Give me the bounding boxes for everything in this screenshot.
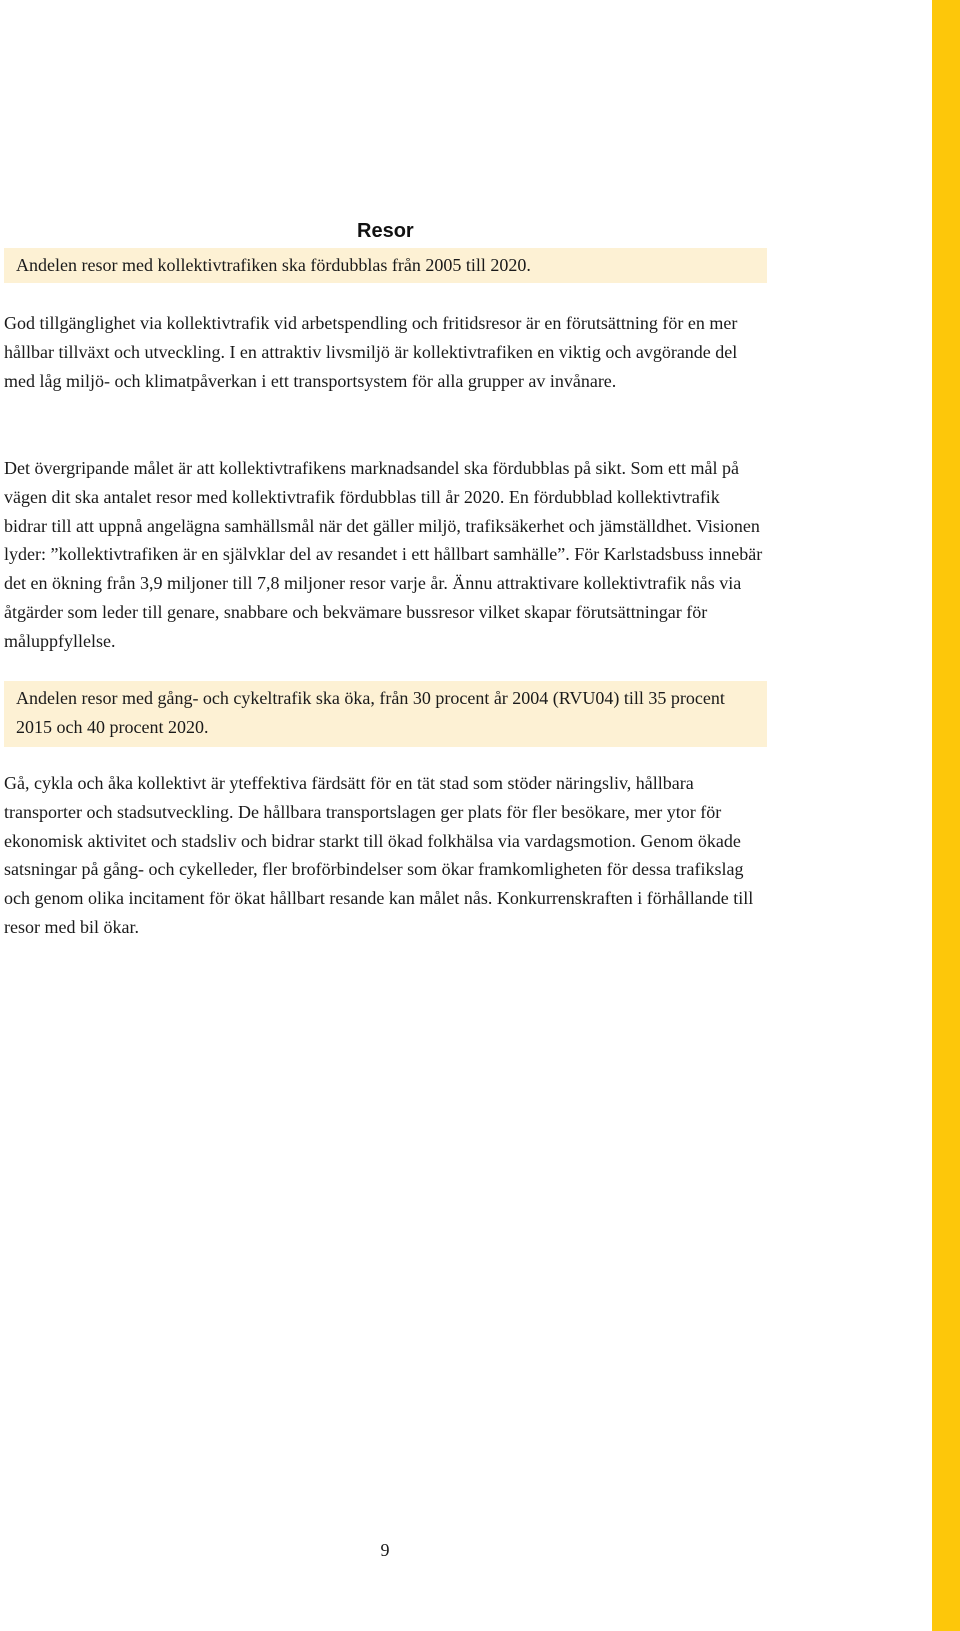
section-heading: Resor [357,220,414,242]
goal-highlight-box-public-transport: Andelen resor med kollektivtrafiken ska fördubblas från 2005 till 2020. [4,248,767,283]
paragraph-overall-goal: Det övergripande målet är att kollektivtrafikens marknadsandel ska fördubblas på sikt. Som ett mål på vägen dit ska antalet resor med kollektivtrafik fördubblas till år 2020. En fördubblad kollektivtrafik bidrar till att uppnå angelägna samhällsmål när det gäller miljö, trafiksäkerhet och jämställdhet. Visionen lyder: ”kollektivtrafiken är en självklar del av resandet i ett hållbart samhälle”. För Karlstadsbuss innebär det en ökning från 3,9 miljoner till 7,8 miljoner resor varje år. Ännu attraktivare kollektivtrafik nås via åtgärder som leder till genare, snabbare och bekvämare bussresor vilket skapar förutsättningar för måluppfyllelse. [4,458,763,651]
paragraph-accessibility: God tillgänglighet via kollektivtrafik vid arbetspendling och fritidsresor är en förutsättning för en mer hållbar tillväxt och utveckling. I en attraktiv livsmiljö är kollektivtrafiken en viktig och avgörande del med låg miljö- och klimatpåverkan i ett transportsystem för alla grupper av invånare. [4,313,738,391]
paragraph-walking-cycling: Gå, cykla och åka kollektivt är yteffektiva färdsätt för en tät stad som stöder näringsliv, hållbara transporter och stadsutveckling. De hållbara transportslagen ger plats för fler besökare, mer ytor för ekonomisk aktivitet och stadsliv och bidrar starkt till ökad folkhälsa via vardagsmotion. Genom ökade satsningar på gång- och cykelleder, fler broförbindelser som ökar framkomligheten för dessa trafikslag och genom olika incitament för ökat hållbart resande kan målet nås. Konkurrenskraften i förhållande till resor med bil ökar. [4,773,754,937]
page-number: 9 [380,1540,390,1560]
side-color-stripe [932,0,960,1631]
goal-highlight-box-walking-cycling: Andelen resor med gång- och cykeltrafik ska öka, från 30 procent år 2004 (RVU04) till 35 procent 2015 och 40 procent 2020. [4,681,767,747]
